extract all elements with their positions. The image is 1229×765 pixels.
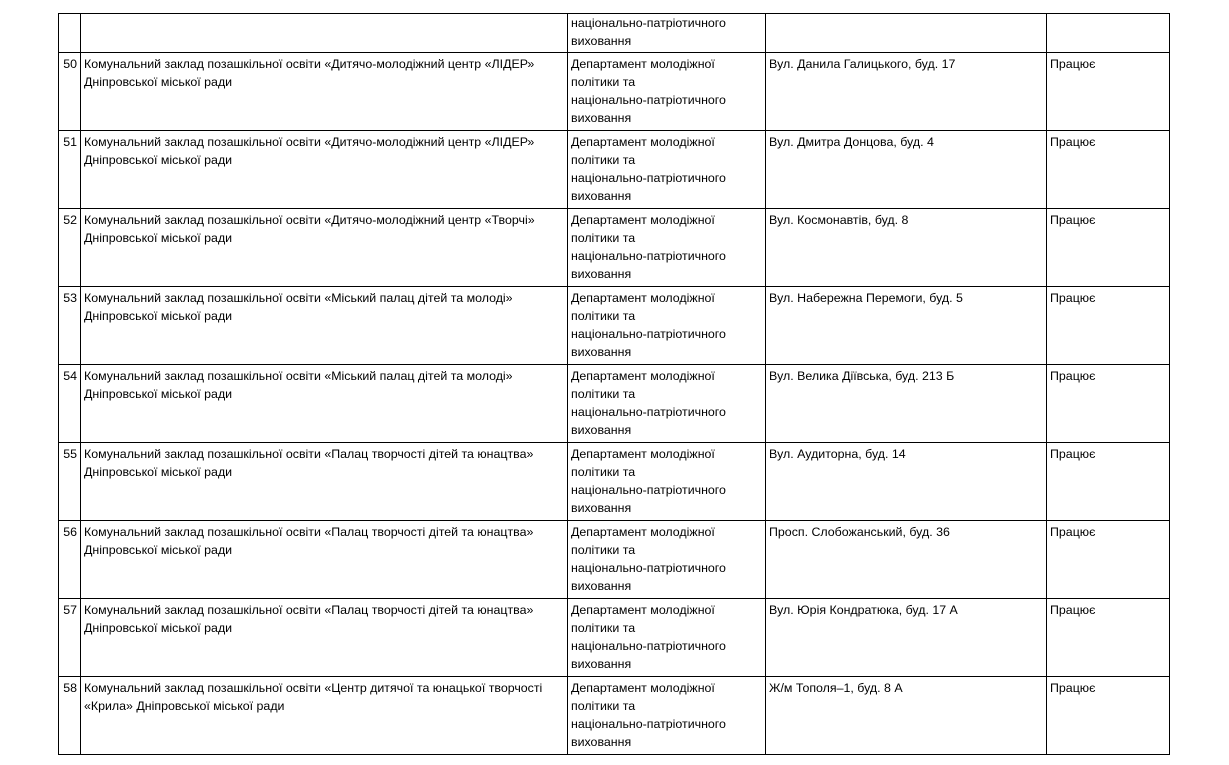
cell-address: Ж/м Тополя–1, буд. 8 А [766, 677, 1047, 755]
cell-institution-name: Комунальний заклад позашкільної освіти «Дитячо-молодіжний центр «ЛІДЕР» Дніпровської міської ради [81, 131, 568, 209]
cell-number [59, 14, 81, 53]
cell-department: Департамент молодіжної політики та національно-патріотичного виховання [568, 287, 766, 365]
table-row [59, 131, 1170, 209]
cell-institution-name: Комунальний заклад позашкільної освіти «Палац творчості дітей та юнацтва» Дніпровської міської ради [81, 599, 568, 677]
cell-department: Департамент молодіжної політики та національно-патріотичного виховання [568, 443, 766, 521]
cell-address: Вул. Данила Галицького, буд. 17 [766, 53, 1047, 131]
cell-address: Просп. Слобожанський, буд. 36 [766, 521, 1047, 599]
cell-status: Працює [1047, 209, 1170, 287]
cell-status: Працює [1047, 677, 1170, 755]
table-row [59, 521, 1170, 599]
cell-number: 58 [59, 677, 81, 755]
cell-status: Працює [1047, 599, 1170, 677]
cell-number: 50 [59, 53, 81, 131]
cell-institution-name: Комунальний заклад позашкільної освіти «Дитячо-молодіжний центр «Творчі» Дніпровської міської ради [81, 209, 568, 287]
table-row [59, 287, 1170, 365]
cell-department: Департамент молодіжної політики та національно-патріотичного виховання [568, 53, 766, 131]
cell-address: Вул. Юрія Кондратюка, буд. 17 А [766, 599, 1047, 677]
cell-department: Департамент молодіжної політики та національно-патріотичного виховання [568, 521, 766, 599]
cell-address: Вул. Набережна Перемоги, буд. 5 [766, 287, 1047, 365]
cell-institution-name: Комунальний заклад позашкільної освіти «Центр дитячої та юнацької творчості «Крила» Дніпровської міської ради [81, 677, 568, 755]
table-row-continuation [59, 14, 1170, 53]
cell-status: Працює [1047, 287, 1170, 365]
cell-address: Вул. Дмитра Донцова, буд. 4 [766, 131, 1047, 209]
cell-number: 51 [59, 131, 81, 209]
cell-institution-name [81, 14, 568, 53]
cell-institution-name: Комунальний заклад позашкільної освіти «Дитячо-молодіжний центр «ЛІДЕР» Дніпровської міської ради [81, 53, 568, 131]
cell-institution-name: Комунальний заклад позашкільної освіти «Міський палац дітей та молоді» Дніпровської міської ради [81, 365, 568, 443]
cell-institution-name: Комунальний заклад позашкільної освіти «Палац творчості дітей та юнацтва» Дніпровської міської ради [81, 443, 568, 521]
cell-number: 55 [59, 443, 81, 521]
cell-department: національно-патріотичного виховання [568, 14, 766, 53]
cell-department: Департамент молодіжної політики та національно-патріотичного виховання [568, 365, 766, 443]
table-row [59, 443, 1170, 521]
table-row [59, 209, 1170, 287]
cell-status: Працює [1047, 131, 1170, 209]
table-row [59, 53, 1170, 131]
cell-address [766, 14, 1047, 53]
cell-address: Вул. Аудиторна, буд. 14 [766, 443, 1047, 521]
cell-department: Департамент молодіжної політики та національно-патріотичного виховання [568, 131, 766, 209]
table-row [59, 677, 1170, 755]
cell-institution-name: Комунальний заклад позашкільної освіти «Палац творчості дітей та юнацтва» Дніпровської міської ради [81, 521, 568, 599]
table-row [59, 365, 1170, 443]
cell-number: 52 [59, 209, 81, 287]
cell-number: 56 [59, 521, 81, 599]
cell-department: Департамент молодіжної політики та національно-патріотичного виховання [568, 599, 766, 677]
cell-status: Працює [1047, 443, 1170, 521]
cell-number: 53 [59, 287, 81, 365]
cell-address: Вул. Велика Діївська, буд. 213 Б [766, 365, 1047, 443]
cell-status [1047, 14, 1170, 53]
cell-number: 54 [59, 365, 81, 443]
cell-status: Працює [1047, 365, 1170, 443]
cell-department: Департамент молодіжної політики та національно-патріотичного виховання [568, 677, 766, 755]
cell-address: Вул. Космонавтів, буд. 8 [766, 209, 1047, 287]
table-row [59, 599, 1170, 677]
institutions-table [58, 13, 1170, 755]
cell-status: Працює [1047, 53, 1170, 131]
cell-department: Департамент молодіжної політики та національно-патріотичного виховання [568, 209, 766, 287]
cell-status: Працює [1047, 521, 1170, 599]
cell-number: 57 [59, 599, 81, 677]
cell-institution-name: Комунальний заклад позашкільної освіти «Міський палац дітей та молоді» Дніпровської міської ради [81, 287, 568, 365]
